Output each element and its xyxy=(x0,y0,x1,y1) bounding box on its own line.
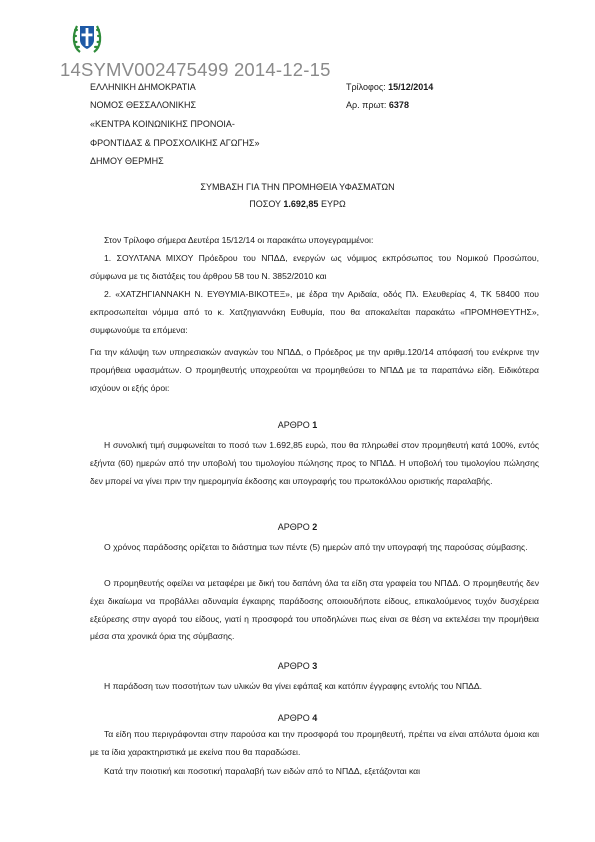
issuer-municipality: ΔΗΜΟΥ ΘΕΡΜΗΣ xyxy=(90,156,164,166)
article-3-text: Η παράδοση των ποσοτήτων των υλικών θα γίνει εφάπαξ και κατόπιν έγγραφης εντολής του ΝΠΔΔ. xyxy=(104,681,483,691)
article-4-heading: ΑΡΘΡΟ 4 xyxy=(277,713,318,723)
article-2-heading: ΑΡΘΡΟ 2 xyxy=(277,522,318,532)
date-value: 15/12/2014 xyxy=(388,82,434,92)
protocol-number: Αρ. πρωτ: 6378 xyxy=(346,100,409,110)
issuer-republic: ΕΛΛΗΝΙΚΗ ΔΗΜΟΚΡΑΤΙΑ xyxy=(90,82,196,92)
party-1-paragraph: 1. ΣΟΥΛΤΑΝΑ ΜΙΧΟΥ Πρόεδρου του ΝΠΔΔ, ενεργών ως νόμιμος εκπρόσωπος του Νομικού Προσώπου, σύμφωνα με τις διατάξεις του άρθρου 58 του Ν. 3852/2010 και xyxy=(90,253,539,281)
place-date: Τρίλοφος: 15/12/2014 xyxy=(346,82,434,92)
document-id-watermark: 14SYMV002475499 2014-12-15 xyxy=(60,59,331,80)
article-2-text-b: Ο προμηθευτής οφείλει να μεταφέρει με δική του δαπάνη όλα τα είδη στα γραφεία του ΝΠΔΔ. Ο προμηθευτής δεν έχει δικαίωμα να προβάλλει αδυναμία έγκαιρης παράδοσης οποιουδήποτε είδους, επικαλούμενος τυχόν δυσχέρεια εξεύρεσης στην αγορά του είδους, γιατί η προσφορά του υποδηλώνει πως είναι σε θέση να εκτελέσει την προμήθεια μέσα στα χρονικά όρια της σύμβασης. xyxy=(90,578,539,642)
article-4-text-b: Κατά την ποιοτική και ποσοτική παραλαβή των ειδών από το ΝΠΔΔ, εξετάζονται και xyxy=(104,766,421,776)
party-2-paragraph: 2. «ΧΑΤΖΗΓΙΑΝΝΑΚΗ Ν. ΕΥΘΥΜΙΑ-ΒΙΚΟΤΕΞ», με έδρα την Αριδαία, οδός Πλ. Ελευθερίας 4, ΤΚ 58400 που εκπροσωπείται νόμιμα από το κ. Χατζηγιαννάκη Ευθυμία, που θα αποκαλείται παρακάτω «ΠΡΟΜΗΘΕΥΤΗΣ», συμφωνούμε τα επόμενα: xyxy=(90,289,539,335)
article-1-heading: ΑΡΘΡΟ 1 xyxy=(277,420,318,430)
issuer-entity-line2: ΦΡΟΝΤΙΔΑΣ & ΠΡΟΣΧΟΛΙΚΗΣ ΑΓΩΓΗΣ» xyxy=(90,138,260,148)
article-4-text-a: Τα είδη που περιγράφονται στην παρούσα και την προσφορά του προμηθευτή, πρέπει να είναι απόλυτα όμοια και με τα ίδια χαρακτηριστικά με εκείνα που θα παραδώσει. xyxy=(90,729,539,757)
issuer-prefecture: ΝΟΜΟΣ ΘΕΣΣΑΛΟΝΙΚΗΣ xyxy=(90,100,197,110)
article-1-text: Η συνολική τιμή συμφωνείται το ποσό των 1.692,85 ευρώ, που θα πληρωθεί στον προμηθευτή κατά 100%, εντός εξήντα (60) ημερών από την υποβολή του τιμολογίου πώλησης προς το ΝΠΔΔ. Η υποβολή του τιμολογίου πώλησης δεν μπορεί να γίνει πριν την ημερομηνία έκδοσης και υπογραφής του πρωτοκόλλου οριστικής παραλαβής. xyxy=(90,440,539,486)
protocol-value: 6378 xyxy=(388,100,409,110)
article-3-heading: ΑΡΘΡΟ 3 xyxy=(277,661,318,671)
greek-emblem-icon xyxy=(72,20,102,56)
issuer-entity-line1: «ΚΕΝΤΡΑ ΚΟΙΝΩΝΙΚΗΣ ΠΡΟΝΟΙΑ- xyxy=(90,119,235,129)
contract-amount: ΠΟΣΟΥ 1.692,85 ΕΥΡΩ xyxy=(249,199,346,209)
article-2-text-a: Ο χρόνος παράδοσης ορίζεται το διάστημα των πέντε (5) ημερών από την υπογραφή της παρούσας σύμβασης. xyxy=(104,542,528,552)
intro-paragraph: Στον Τρίλοφο σήμερα Δευτέρα 15/12/14 οι παρακάτω υπογεγραμμένοι: xyxy=(104,235,374,245)
contract-title: ΣΥΜΒΑΣΗ ΓΙΑ ΤΗΝ ΠΡΟΜΗΘΕΙΑ ΥΦΑΣΜΑΤΩΝ xyxy=(200,182,395,192)
preamble-paragraph: Για την κάλυψη των υπηρεσιακών αναγκών του ΝΠΔΔ, ο Πρόεδρος με την αριθμ.120/14 απόφασή του ενέκρινε την προμήθεια υφασμάτων. Ο προμηθευτής υποχρεούται να προμηθεύσει το ΝΠΔΔ με τα παραπάνω είδη. Ειδικότερα ισχύουν οι εξής όροι: xyxy=(90,347,539,393)
